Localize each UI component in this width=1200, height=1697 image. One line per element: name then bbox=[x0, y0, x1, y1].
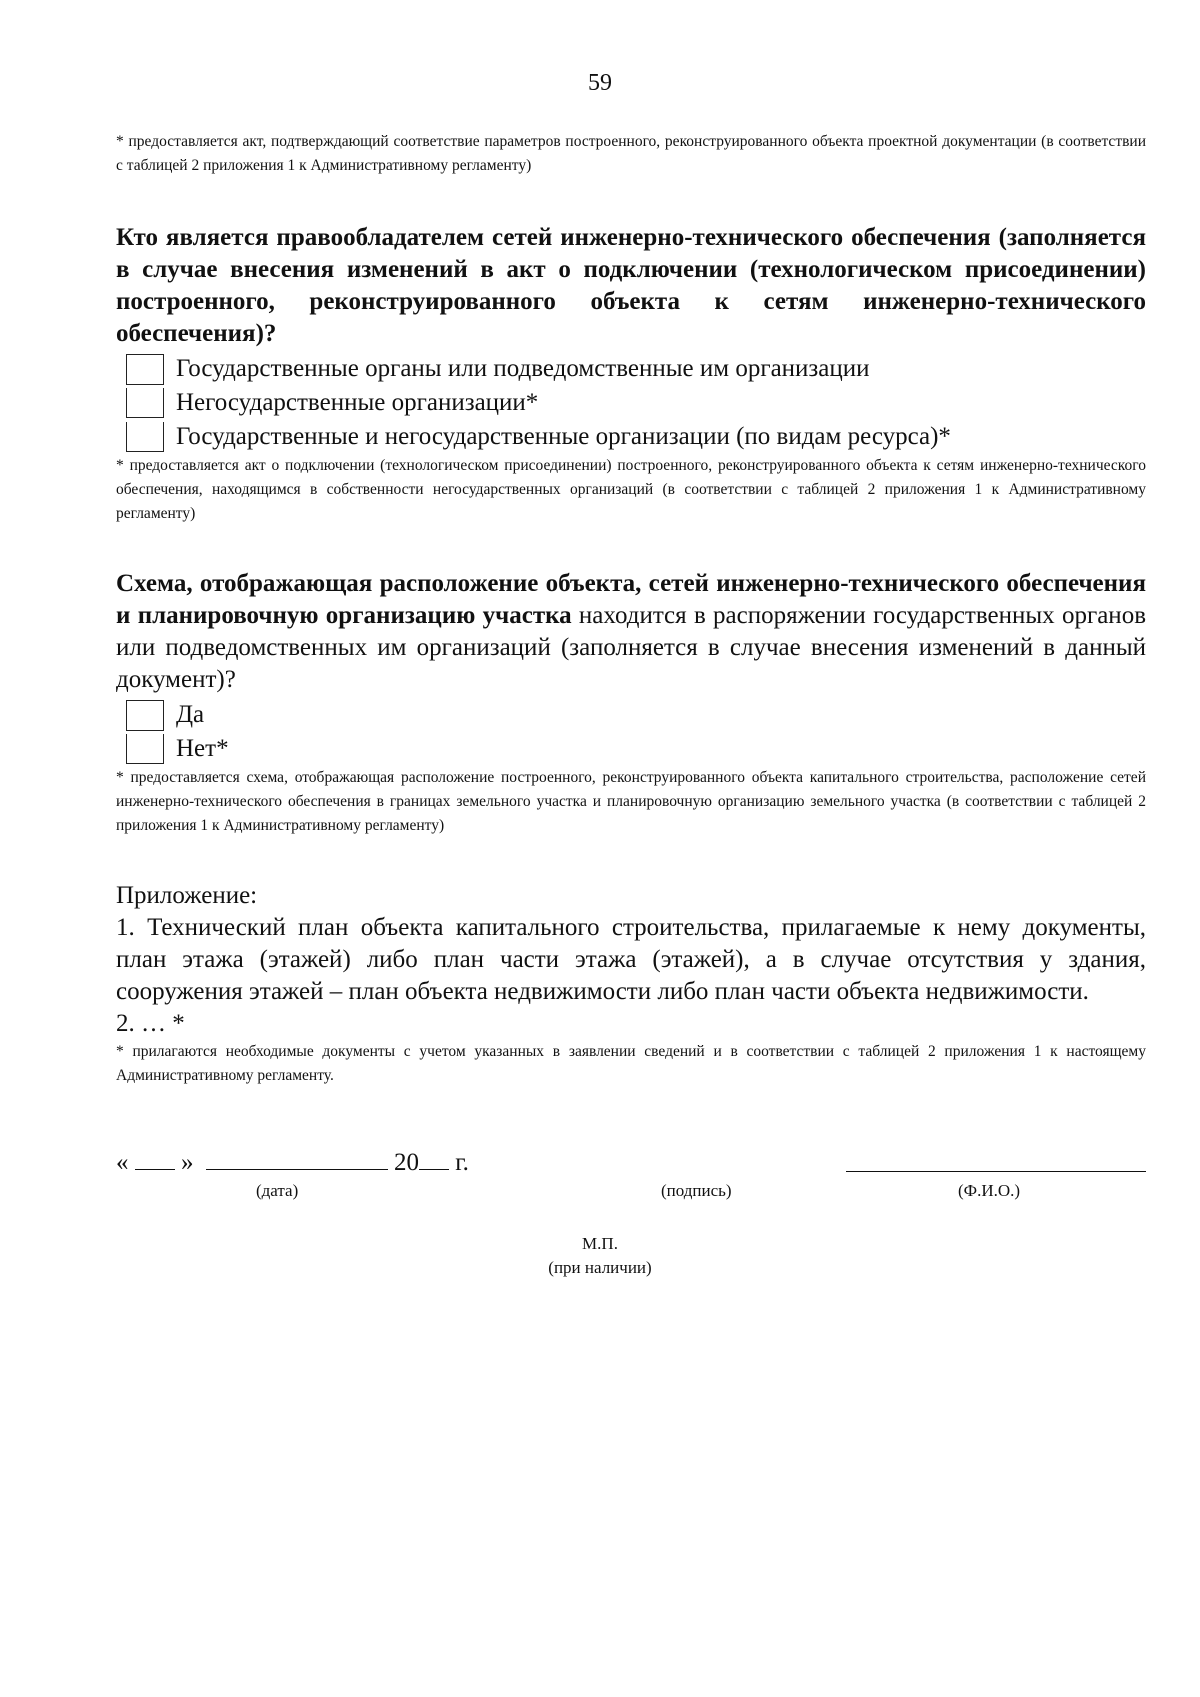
fio-line[interactable] bbox=[846, 1171, 1146, 1172]
appendix-item-1: 1. Технический план объекта капитального строительства, прилагаемые к нему документы, план этажа (этажей) либо план части этажа (этажей), а в случае отсутствия у здания, сооружения этажей – план объекта недвижимости либо план части объекта недвижимости. bbox=[116, 914, 1146, 1005]
note-appendix: * прилагаются необходимые документы с учетом указанных в заявлении сведений и в соответствии с таблицей 2 приложения 1 к настоящему Административному регламенту. bbox=[116, 1043, 1146, 1084]
document-body bbox=[116, 130, 1146, 1088]
owner-options bbox=[116, 352, 1146, 454]
scheme-options bbox=[116, 698, 1146, 766]
question-scheme bbox=[116, 568, 1146, 696]
signature-row bbox=[116, 1145, 1146, 1205]
note-top: * предоставляется акт, подтверждающий соответствие параметров построенного, реконструированного объекта проектной документации (в соответствии с таблицей 2 приложения 1 к Административному регламенту) bbox=[116, 133, 1146, 174]
month-blank[interactable] bbox=[206, 1145, 388, 1170]
option-label: Негосударственные организации* bbox=[176, 389, 539, 416]
option-no[interactable] bbox=[116, 732, 1146, 766]
checkbox-no[interactable] bbox=[126, 734, 164, 764]
option-mixed[interactable] bbox=[116, 420, 1146, 454]
option-nonstate[interactable] bbox=[116, 386, 1146, 420]
checkbox-nonstate[interactable] bbox=[126, 388, 164, 418]
day-blank[interactable] bbox=[135, 1145, 175, 1170]
open-quote: « bbox=[116, 1149, 129, 1176]
stamp-block bbox=[0, 1232, 1200, 1280]
checkbox-state[interactable] bbox=[126, 354, 164, 385]
appendix-heading: Приложение: bbox=[116, 882, 258, 909]
option-label: Государственные органы или подведомственные им организации bbox=[176, 355, 870, 382]
option-label: Да bbox=[176, 701, 205, 728]
appendix bbox=[116, 880, 1146, 1040]
question-scheme-rest: находится в распоряжении государственных органов или подведомственных им организаций (заполняется в случае внесения изменений в данный документ)? bbox=[116, 602, 1146, 693]
appendix-item-2: 2. … * bbox=[116, 1010, 185, 1037]
stamp-caption: (при наличии) bbox=[548, 1258, 652, 1277]
fio-caption: (Ф.И.О.) bbox=[958, 1181, 1021, 1200]
option-label: Нет* bbox=[176, 735, 229, 762]
checkbox-yes[interactable] bbox=[126, 700, 164, 731]
checkbox-mixed[interactable] bbox=[126, 422, 164, 452]
page-number: 59 bbox=[588, 70, 612, 96]
option-label: Государственные и негосударственные организации (по видам ресурса)* bbox=[176, 423, 951, 450]
option-state[interactable] bbox=[116, 352, 1146, 386]
note-owner: * предоставляется акт о подключении (технологическом присоединении) построенного, реконструированного объекта к сетям инженерно-технического обеспечения, находящимся в собственности негосударственных организаций (в соответствии с таблицей 2 приложения 1 к Административному регламенту) bbox=[116, 457, 1146, 522]
date-field[interactable] bbox=[116, 1145, 469, 1177]
year-prefix: 20 bbox=[394, 1149, 419, 1176]
signature-caption: (подпись) bbox=[661, 1181, 732, 1200]
note-scheme: * предоставляется схема, отображающая расположение построенного, реконструированного объекта капитального строительства, расположение сетей инженерно-технического обеспечения в границах земельного участка и планировочную организацию земельного участка (в соответствии с таблицей 2 приложения 1 к Административному регламенту) bbox=[116, 769, 1146, 834]
stamp-label: М.П. bbox=[582, 1234, 618, 1253]
question-network-owner: Кто является правообладателем сетей инженерно-технического обеспечения (заполняется в случае внесения изменений в акт о подключении (технологическом присоединении) построенного, реконструированного объекта к сетям инженерно-технического обеспечения)? bbox=[116, 224, 1146, 347]
date-caption: (дата) bbox=[256, 1181, 299, 1200]
year-suffix: г. bbox=[449, 1149, 469, 1176]
close-quote: » bbox=[181, 1149, 194, 1176]
year-blank[interactable] bbox=[419, 1145, 449, 1170]
question-scheme-bold: Схема, отображающая расположение объекта, сетей инженерно-технического обеспечения и планировочную организацию участка bbox=[116, 570, 1146, 629]
option-yes[interactable] bbox=[116, 698, 1146, 732]
